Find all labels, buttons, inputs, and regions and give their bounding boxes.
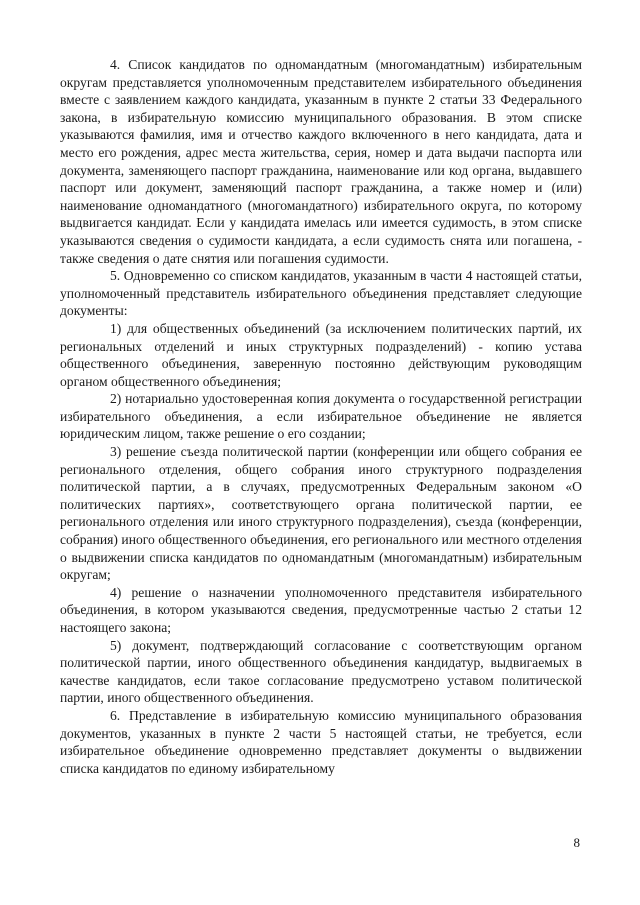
page-number: 8 xyxy=(573,835,580,850)
list-item-1: 1) для общественных объединений (за исключением политических партий, их региональных отделений и иных структурных подразделений) - копию устава общественного объединения, заверенную постоянно действующим руководящим органом общественного объединения; xyxy=(60,320,582,389)
paragraph-part-4: 4. Список кандидатов по одномандатным (многомандатным) избирательным округам представляется уполномоченным представителем избирательного объединения вместе с заявлением каждого кандидата, указанным в пункте 2 статьи 33 Федерального закона, в избирательную комиссию муниципального образования. В этом списке указываются фамилия, имя и отчество каждого включенного в него кандидата, дата и место его рождения, адрес места жительства, серия, номер и дата выдачи паспорта или документа, заменяющего паспорт гражданина, наименование или код органа, выдавшего паспорт или документ, заменяющий паспорт гражданина, а также номер и (или) наименование одномандатного (многомандатного) избирательного округа, по которому выдвигается кандидат. Если у кандидата имелась или имеется судимость, в этом списке указываются сведения о судимости кандидата, а если судимость снята или погашена, - также сведения о дате снятия или погашения судимости. xyxy=(60,57,582,266)
document-body xyxy=(60,56,582,777)
list-item-4: 4) решение о назначении уполномоченного представителя избирательного объединения, в котором указываются сведения, предусмотренные частью 2 статьи 12 настоящего закона; xyxy=(60,584,582,635)
paragraph-part-6: 6. Представление в избирательную комиссию муниципального образования документов, указанных в пункте 2 части 5 настоящей статьи, не требуется, если избирательное объединение одновременно представляет документы о выдвижении списка кандидатов по единому избирательному xyxy=(60,707,582,776)
list-item-3: 3) решение съезда политической партии (конференции или общего собрания ее регионального отделения, общего собрания иного структурного подразделения политической партии, а в случаях, предусмотренных Федеральным законом «О политических партиях», соответствующего органа политической партии, ее регионального отделения или иного структурного подразделения), съезда (конференции, собрания) иного общественного объединения, его регионального или местного отделения о выдвижении списка кандидатов по одномандатным (многомандатным) избирательным округам; xyxy=(60,444,582,583)
list-item-2: 2) нотариально удостоверенная копия документа о государственной регистрации избирательного объединения, а если избирательное объединение не является юридическим лицом, также решение о его создании; xyxy=(60,391,582,442)
paragraph-part-5: 5. Одновременно со списком кандидатов, указанным в части 4 настоящей статьи, уполномоченный представитель избирательного объединения представляет следующие документы: xyxy=(60,268,582,319)
list-item-5: 5) документ, подтверждающий согласование с соответствующим органом политической партии, иного общественного объединения кандидатур, выдвигаемых в качестве кандидатов, если такое согласование предусмотрено уставом политической партии, иного общественного объединения. xyxy=(60,637,582,706)
